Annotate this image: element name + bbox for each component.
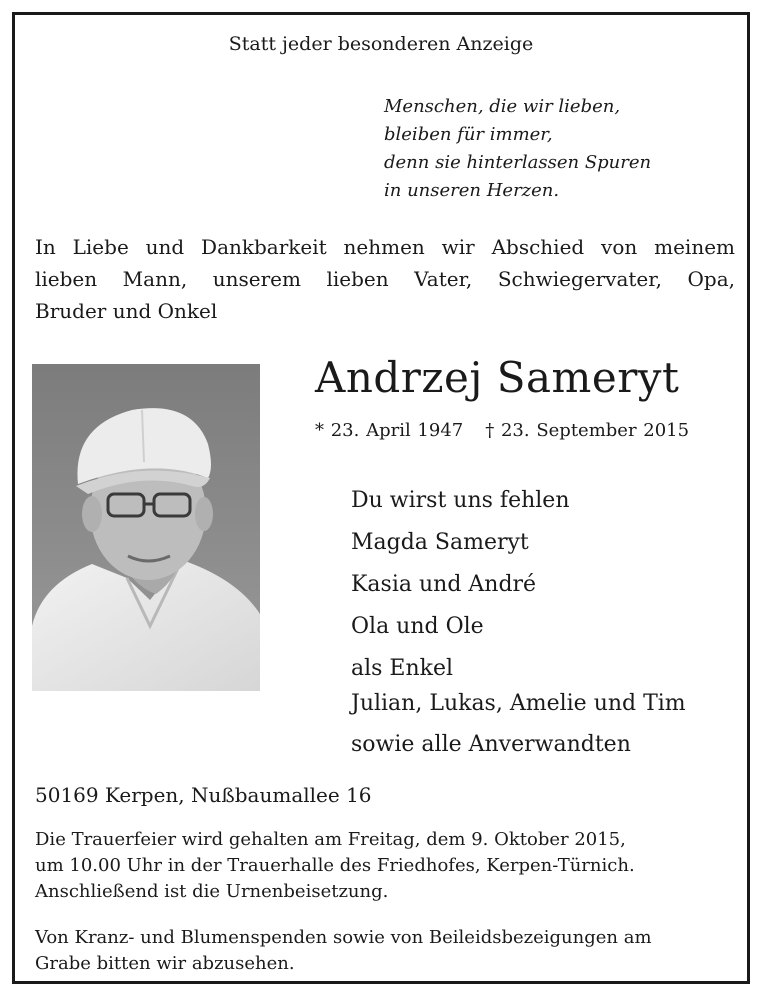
poem-line: in unseren Herzen.	[384, 180, 560, 201]
death-date: † 23. September 2015	[485, 420, 690, 441]
donation-note	[35, 925, 652, 977]
portrait-illustration	[32, 364, 260, 691]
mourner-line: Du wirst uns fehlen	[351, 488, 570, 513]
mourners-list	[351, 480, 686, 766]
header-notice: Statt jeder besonderen Anzeige	[228, 33, 534, 55]
mourner-line: sowie alle Anverwandten	[351, 732, 631, 757]
portrait-photo	[32, 364, 260, 691]
birth-date: * 23. April 1947	[315, 420, 464, 441]
intro-line: lieben Mann, unserem lieben Vater, Schwiegervater, Opa,	[35, 267, 735, 291]
ceremony-line: Die Trauerfeier wird gehalten am Freitag, dem 9. Oktober 2015,	[35, 829, 626, 850]
poem-block	[384, 93, 651, 205]
poem-line: denn sie hinterlassen Spuren	[384, 152, 652, 173]
mourner-line: Julian, Lukas, Amelie und Tim	[351, 691, 686, 716]
mourner-line: Kasia und André	[351, 572, 537, 597]
mourner-line: als Enkel	[351, 656, 454, 681]
ceremony-line: Anschließend ist die Urnenbeisetzung.	[35, 881, 389, 902]
poem-line: Menschen, die wir lieben,	[384, 96, 621, 117]
poem-line: bleiben für immer,	[384, 124, 553, 145]
address: 50169 Kerpen, Nußbaumallee 16	[35, 783, 372, 807]
mourner-line: Ola und Ole	[351, 614, 484, 639]
life-dates	[315, 420, 689, 441]
intro-line: In Liebe und Dankbarkeit nehmen wir Abschied von meinem	[35, 235, 735, 259]
obituary-frame	[12, 12, 750, 984]
intro-line: Bruder und Onkel	[35, 299, 218, 323]
donation-line: Von Kranz- und Blumenspenden sowie von Beileidsbezeigungen am	[35, 927, 652, 948]
ceremony-line: um 10.00 Uhr in der Trauerhalle des Friedhofes, Kerpen-Türnich.	[35, 855, 635, 876]
mourner-line: Magda Sameryt	[351, 530, 529, 555]
ceremony-details	[35, 827, 635, 905]
deceased-name: Andrzej Sameryt	[315, 353, 680, 402]
donation-line: Grabe bitten wir abzusehen.	[35, 953, 295, 974]
intro-text	[35, 231, 735, 327]
